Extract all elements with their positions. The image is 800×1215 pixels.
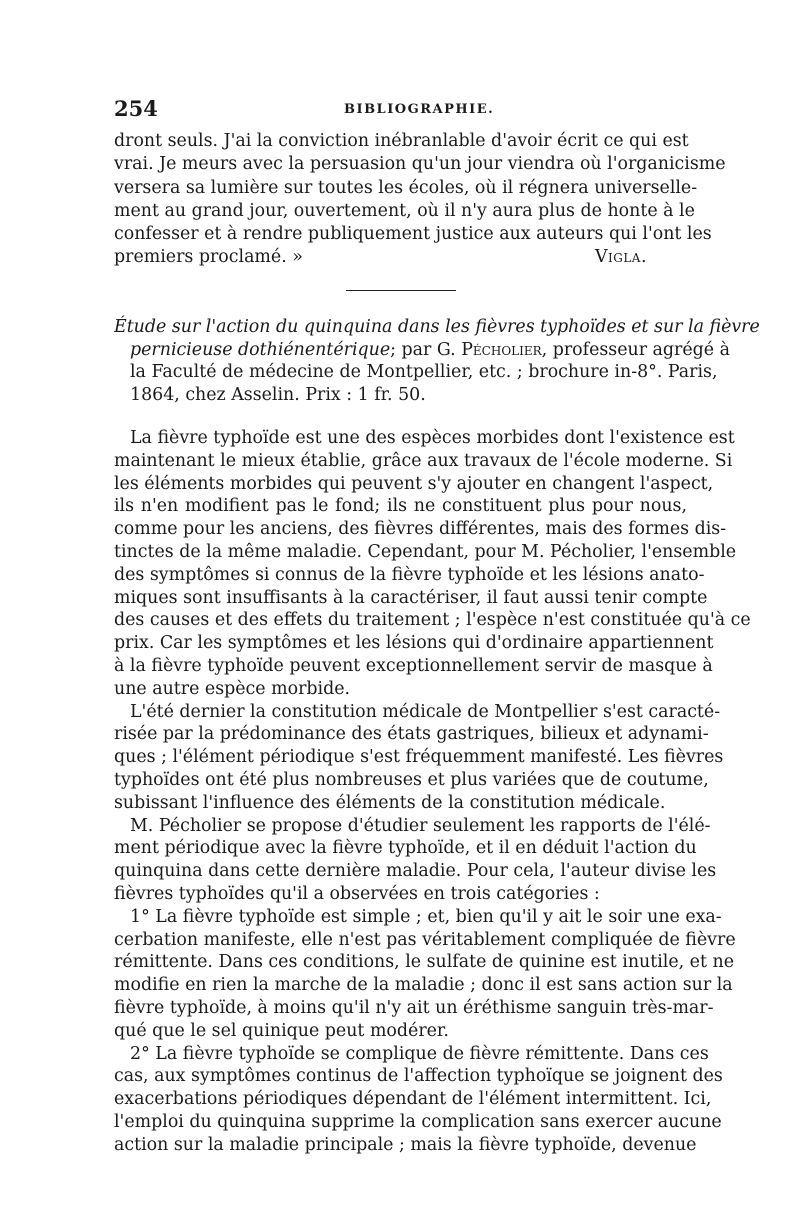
page-header xyxy=(114,96,687,124)
text-line: 1° La fièvre typhoïde est simple ; et, bien qu'il y ait le soir une exa- xyxy=(130,906,722,927)
running-head: BIBLIOGRAPHIE. xyxy=(344,102,495,117)
text-line: versera sa lumière sur toutes les écoles, où il régnera universelle- xyxy=(114,177,698,198)
review-citation xyxy=(114,316,760,406)
text-line: des symptômes si connus de la fièvre typhoïde et les lésions anato- xyxy=(114,564,705,585)
review-body xyxy=(114,427,751,1157)
text-line: tinctes de la même maladie. Cependant, pour M. Pécholier, l'ensemble xyxy=(114,541,737,562)
text-line: modifie en rien la marche de la maladie ; donc il est sans action sur la xyxy=(114,975,733,996)
text-line: typhoïdes ont été plus nombreuses et plus variées que de coutume, xyxy=(114,769,709,790)
text-line: comme pour les anciens, des fièvres différentes, mais des formes dis- xyxy=(114,519,727,540)
text-line: subissant l'influence des éléments de la constitution médicale. xyxy=(114,792,666,813)
text-line: les éléments morbides qui peuvent s'y ajouter en changent l'aspect, xyxy=(114,473,714,494)
text-line: exacerbations périodiques dépendant de l'élément intermittent. Ici, xyxy=(114,1089,712,1110)
text-line: qué que le sel quinique peut modérer. xyxy=(114,1020,449,1041)
text-line: fièvres typhoïdes qu'il a observées en trois catégories : xyxy=(114,883,600,904)
text-line: M. Pécholier se propose d'étudier seulement les rapports de l'élé- xyxy=(130,815,711,836)
text-line: miques sont insuffisants à la caractériser, il faut aussi tenir compte xyxy=(114,587,708,608)
text-line: action sur la maladie principale ; mais la fièvre typhoïde, devenue xyxy=(114,1134,697,1155)
text-line: La fièvre typhoïde est une des espèces morbides dont l'existence est xyxy=(130,428,735,448)
paragraph xyxy=(114,427,751,701)
text-line: des causes et des effets du traitement ; l'espèce n'est constituée qu'à ce xyxy=(114,610,751,631)
text-line: dront seuls. J'ai la conviction inébranlable d'avoir écrit ce qui est xyxy=(114,131,689,151)
page-number: 254 xyxy=(114,96,158,121)
text-line: prix. Car les symptômes et les lésions qui d'ordinaire appartiennent xyxy=(114,633,714,654)
text-line: L'été dernier la constitution médicale de Montpellier s'est caracté- xyxy=(130,701,721,722)
text-line: ques ; l'élément périodique s'est fréquemment manifesté. Les fièvres xyxy=(114,747,724,768)
citation-text: , professeur agrégé à xyxy=(541,339,730,360)
work-title-part2: pernicieuse dothiénentérique xyxy=(130,339,391,360)
text-line: cerbation manifeste, elle n'est pas véritablement compliquée de fièvre xyxy=(114,929,736,950)
text-line: confesser et à rendre publiquement justice aux auteurs qui l'ont les xyxy=(114,224,712,245)
text-line: ment au grand jour, ouvertement, où il n'y aura plus de honte à le xyxy=(114,200,695,221)
paragraph xyxy=(114,701,724,815)
author-name: Pécholier xyxy=(461,339,542,360)
citation-text: ; par G. xyxy=(390,339,462,360)
paragraph xyxy=(114,906,736,1043)
citation-title-line xyxy=(114,316,760,339)
quote-ending xyxy=(114,130,726,270)
citation-line: la Faculté de médecine de Montpellier, etc. ; brochure in-8°. Paris, xyxy=(130,362,718,382)
section-divider xyxy=(346,290,456,291)
quote-closing-row xyxy=(114,246,687,269)
quote-last-line: premiers proclamé. » xyxy=(114,247,303,268)
text-line: une autre espèce morbide. xyxy=(114,678,351,699)
text-line: cas, aux symptômes continus de l'affection typhoïque se joignent des xyxy=(114,1066,723,1087)
work-title-part1: Étude sur l'action du quinquina dans les fièvres typhoïdes et sur la fièvre xyxy=(114,317,760,337)
author-signature: Vigla. xyxy=(594,247,647,268)
text-line: fièvre typhoïde, à moins qu'il n'y ait un éréthisme sanguin très-mar- xyxy=(114,997,714,1018)
text-line: quinquina dans cette dernière maladie. Pour cela, l'auteur divise les xyxy=(114,861,717,882)
text-line: maintenant le mieux établie, grâce aux travaux de l'école moderne. Si xyxy=(114,450,733,471)
paragraph xyxy=(114,1043,723,1157)
text-line: vrai. Je meurs avec la persuasion qu'un jour viendra où l'organicisme xyxy=(114,154,726,175)
text-line: l'emploi du quinquina supprime la complication sans exercer aucune xyxy=(114,1111,722,1132)
citation-line: 1864, chez Asselin. Prix : 1 fr. 50. xyxy=(130,384,426,405)
text-line: rémittente. Dans ces conditions, le sulfate de quinine est inutile, et ne xyxy=(114,952,734,973)
text-line: ils n'en modifient pas le fond; ils ne constituent plus pour nous, xyxy=(114,496,687,517)
text-line: ment périodique avec la fièvre typhoïde, et il en déduit l'action du xyxy=(114,838,697,859)
citation-line xyxy=(114,339,730,362)
text-line: risée par la prédominance des états gastriques, bilieux et adynami- xyxy=(114,724,709,745)
text-line: 2° La fièvre typhoïde se complique de fièvre rémittente. Dans ces xyxy=(130,1043,709,1064)
text-line: à la fièvre typhoïde peuvent exceptionnellement servir de masque à xyxy=(114,655,713,676)
paragraph xyxy=(114,815,717,906)
